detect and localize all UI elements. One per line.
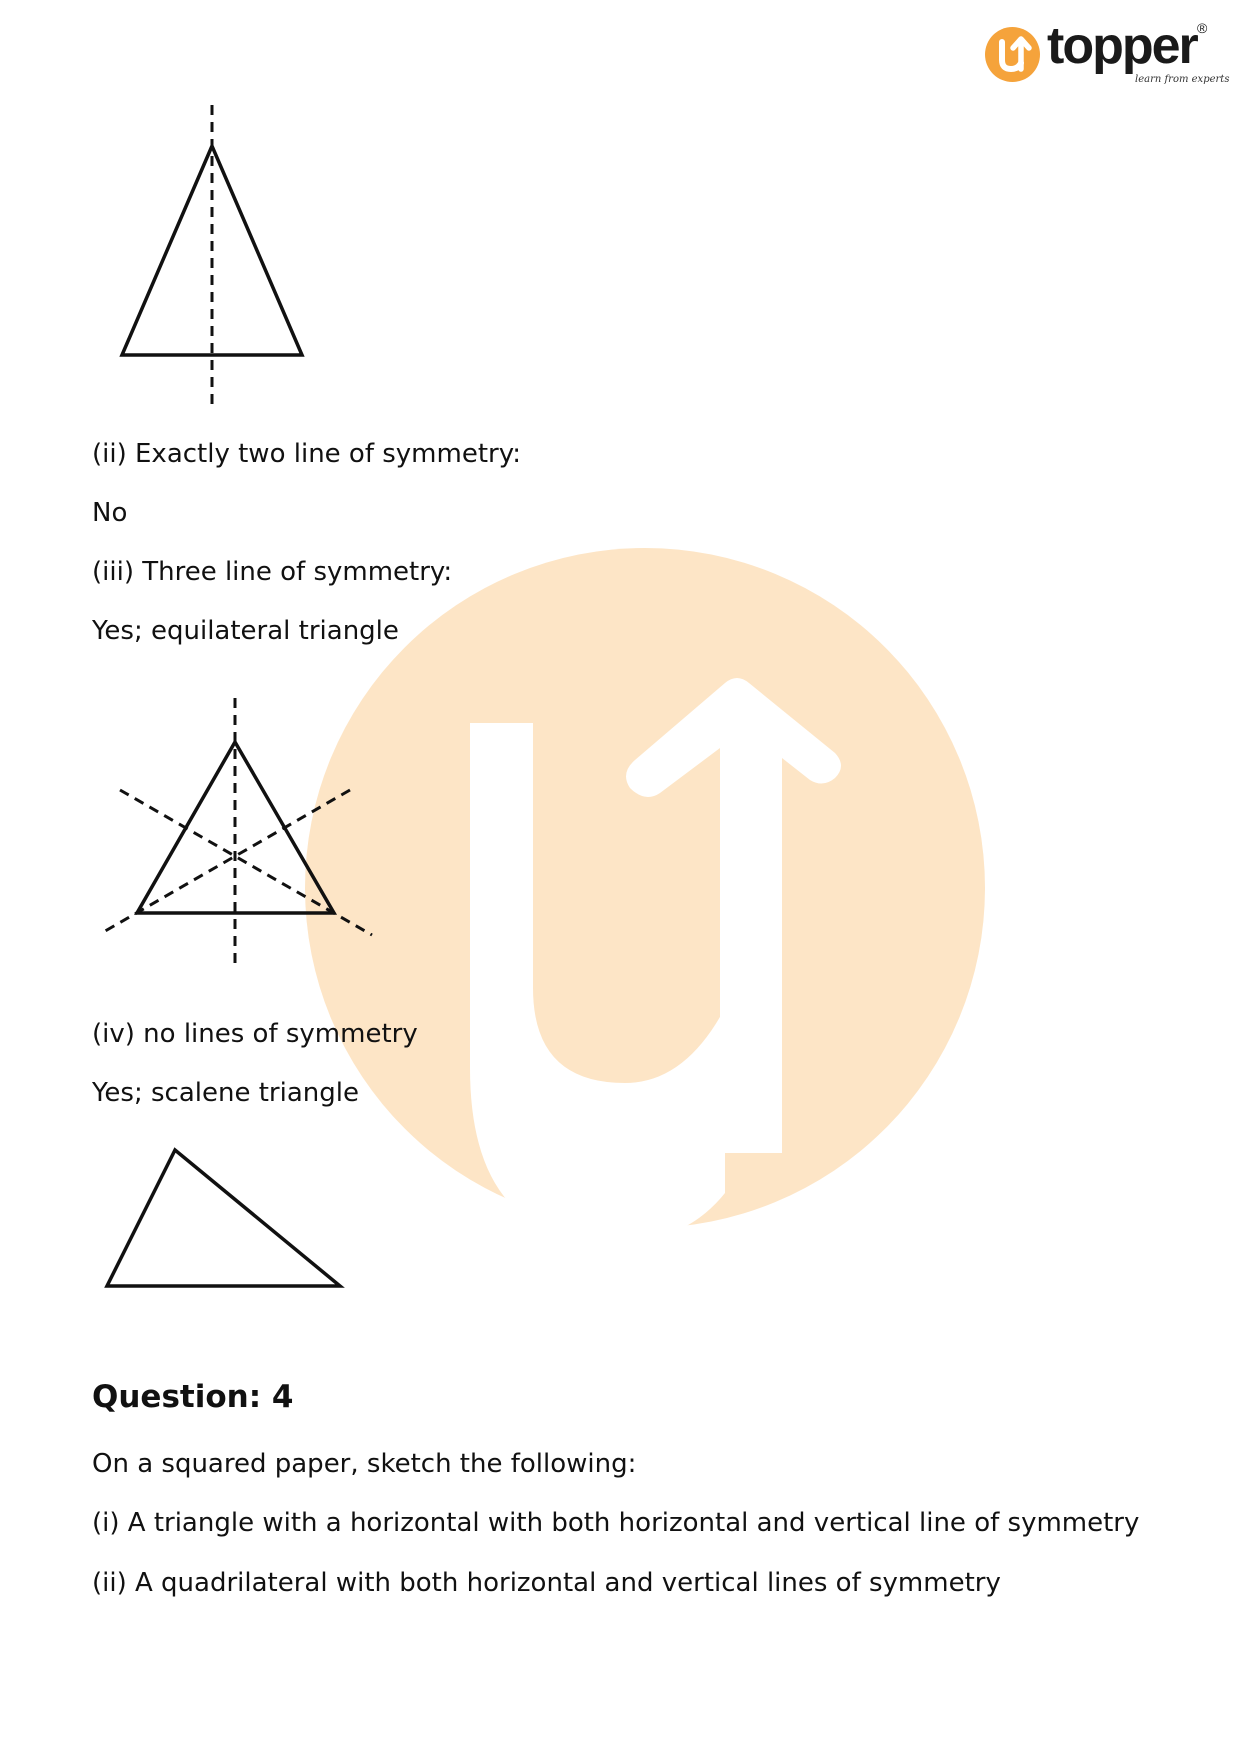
scalene-triangle — [107, 1150, 340, 1286]
part-ii-label: (ii) Exactly two line of symmetry: — [92, 439, 521, 469]
question-4-item-2: (ii) A quadrilateral with both horizontal and vertical lines of symmetry — [92, 1568, 1001, 1598]
part-ii-answer: No — [92, 498, 128, 528]
equilateral-triangle-figure — [90, 690, 390, 970]
logo-registered-mark: ® — [1197, 20, 1208, 36]
watermark-logo — [305, 548, 985, 1228]
logo-u-arrow-icon — [985, 27, 1040, 82]
logo-brand-text: topper — [1047, 17, 1197, 75]
logo-tagline: learn from experts — [1135, 74, 1230, 85]
question-4-heading: Question: 4 — [92, 1379, 294, 1415]
part-iii-label: (iii) Three line of symmetry: — [92, 557, 453, 587]
part-iii-answer: Yes; equilateral triangle — [92, 616, 399, 646]
logo-circle-icon — [985, 27, 1040, 82]
scalene-triangle-figure — [95, 1140, 355, 1300]
part-iv-answer: Yes; scalene triangle — [92, 1078, 359, 1108]
isosceles-triangle-figure — [100, 100, 330, 410]
part-iv-label: (iv) no lines of symmetry — [92, 1019, 418, 1049]
topper-logo — [985, 17, 1230, 94]
question-4-item-1: (i) A triangle with a horizontal with both horizontal and vertical line of symmetry — [92, 1508, 1140, 1538]
question-4-prompt: On a squared paper, sketch the following: — [92, 1449, 637, 1479]
